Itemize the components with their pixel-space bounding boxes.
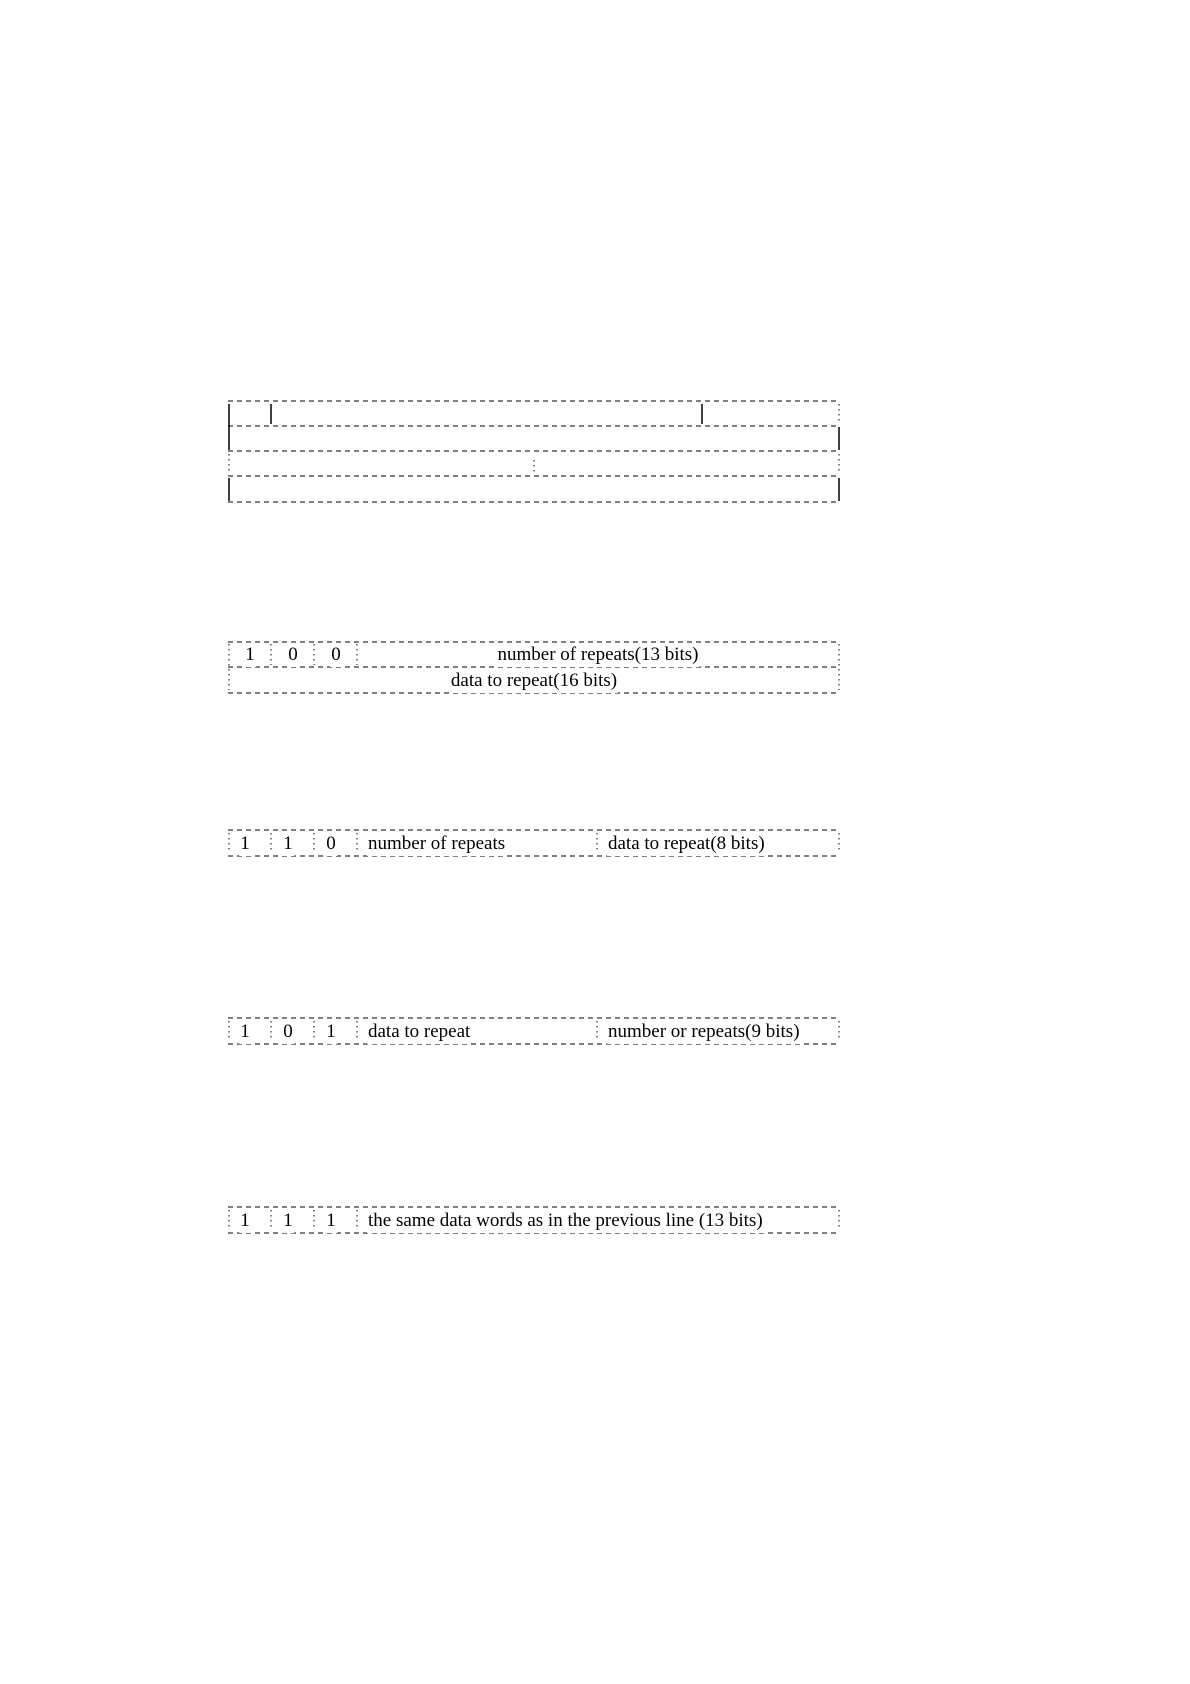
format-100-field-repeats: number of repeats(13 bits) bbox=[497, 644, 699, 665]
format-100-bit-1: 1 bbox=[245, 644, 255, 665]
format-100-bit-2: 0 bbox=[288, 644, 298, 665]
format-110-field-repeats: number of repeats bbox=[368, 833, 506, 854]
format-111-bit-1: 1 bbox=[240, 1210, 250, 1231]
format-101-field-repeats: number or repeats(9 bits) bbox=[608, 1021, 800, 1042]
format-111-bit-3: 1 bbox=[326, 1210, 336, 1231]
format-101-bit-1: 1 bbox=[240, 1021, 250, 1042]
format-110-bit-1: 1 bbox=[240, 833, 250, 854]
format-110-bit-3: 0 bbox=[326, 833, 336, 854]
format-111-bit-2: 1 bbox=[283, 1210, 293, 1231]
format-101-field-data: data to repeat bbox=[368, 1021, 471, 1042]
format-100-bit-3: 0 bbox=[331, 644, 341, 665]
format-101-bit-3: 1 bbox=[326, 1021, 336, 1042]
format-100-field-data: data to repeat(16 bits) bbox=[450, 670, 618, 691]
format-110-bit-2: 1 bbox=[283, 833, 293, 854]
format-101-bit-2: 0 bbox=[283, 1021, 293, 1042]
format-110-field-data: data to repeat(8 bits) bbox=[608, 833, 765, 854]
format-111-field-data: the same data words as in the previous line (13 bits) bbox=[368, 1210, 763, 1231]
